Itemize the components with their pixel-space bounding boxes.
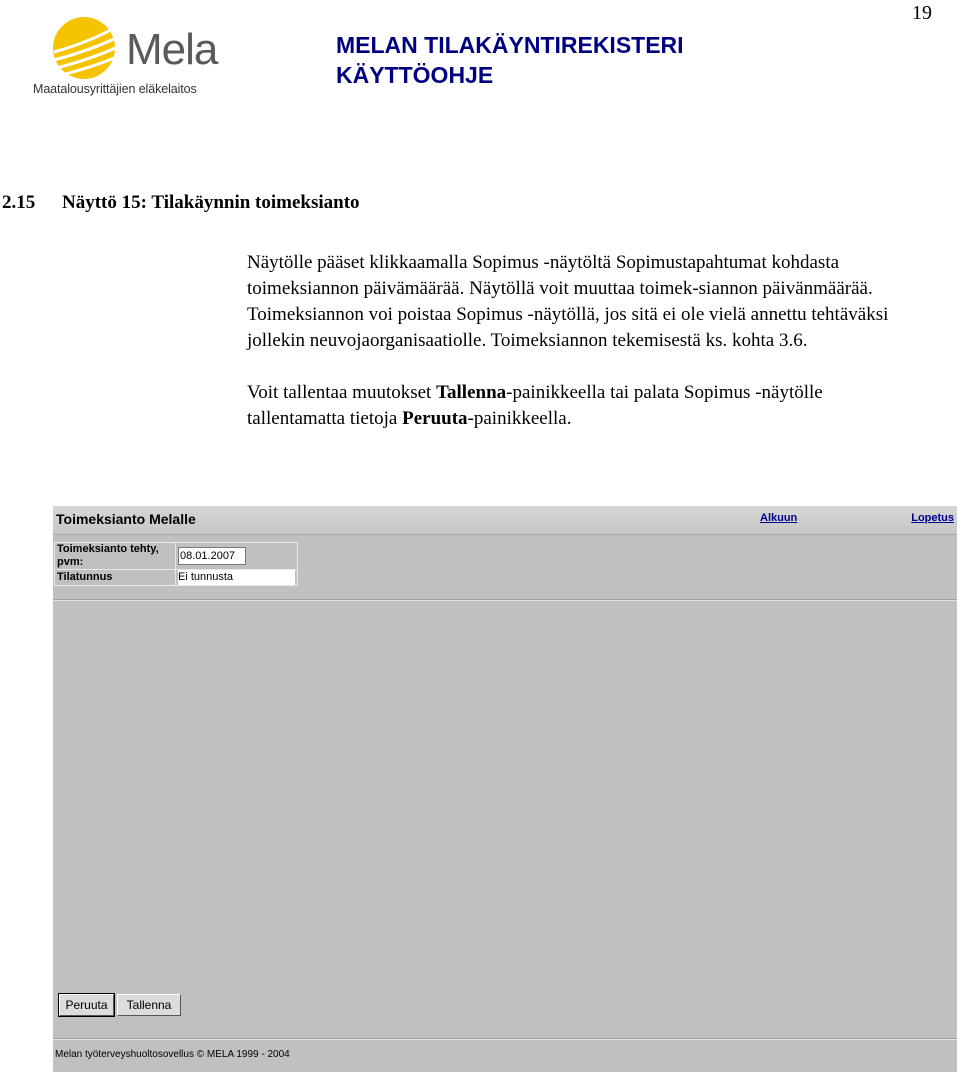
paragraph-2 <box>247 380 897 432</box>
form-row-farm <box>55 570 298 586</box>
app-footer: Melan työterveyshuoltosovellus © MELA 1999 - 2004 <box>55 1049 290 1060</box>
section-number: 2.15 <box>2 192 36 213</box>
farm-value: Ei tunnusta <box>178 570 295 585</box>
footer-divider <box>53 1038 957 1040</box>
p2-text-e: -painikkeella. <box>467 408 572 429</box>
divider <box>53 599 957 601</box>
logo-name: Mela <box>126 25 218 74</box>
alkuun-link[interactable]: Alkuun <box>760 512 798 524</box>
app-screenshot <box>53 506 957 1072</box>
toimeksianto-form <box>54 542 298 586</box>
app-title: Toimeksianto Melalle <box>56 511 196 527</box>
lopetus-link[interactable]: Lopetus <box>911 512 954 524</box>
p2-text-c: -painikkeella tai palata Sopimus -näytölle tallentamatta tietoja <box>247 382 823 429</box>
farm-label: Tilatunnus <box>55 570 176 586</box>
header-line-2: KÄYTTÖOHJE <box>336 62 494 88</box>
date-input[interactable] <box>178 547 246 565</box>
date-cell <box>176 543 298 570</box>
p2-bold-peruuta: Peruuta <box>402 408 468 429</box>
page-number: 19 <box>912 2 932 24</box>
p2-bold-tallenna: Tallenna <box>436 382 507 403</box>
paragraph-1: Näytölle pääset klikkaamalla Sopimus -näytöltä Sopimustapahtumat kohdasta toimeksiannon päivämäärää. Näytöllä voit muuttaa toimek-siannon päivänmäärää. Toimeksiannon voi poistaa Sopimus -näytöllä, jos sitä ei ole vielä annettu tehtäväksi jollekin neuvojaorganisaatiolle. Toimeksiannon tekemisestä ks. kohta 3.6. <box>247 252 889 351</box>
peruuta-button[interactable]: Peruuta <box>59 994 114 1016</box>
date-label: Toimeksianto tehty, pvm: <box>55 543 176 570</box>
sun-icon <box>53 17 120 79</box>
document-header <box>336 30 684 90</box>
app-title-bar <box>53 506 957 535</box>
header-line-1: MELAN TILAKÄYNTIREKISTERI <box>336 32 684 58</box>
section-heading <box>2 192 360 214</box>
p2-text-a: Voit tallentaa muutokset <box>247 382 437 403</box>
logo-tagline: Maatalousyrittäjien eläkelaitos <box>33 82 197 96</box>
form-row-date <box>55 543 298 570</box>
section-title: Näyttö 15: Tilakäynnin toimeksianto <box>62 192 360 213</box>
farm-cell <box>176 570 298 586</box>
tallenna-button[interactable]: Tallenna <box>117 994 181 1016</box>
body-text <box>247 250 897 432</box>
